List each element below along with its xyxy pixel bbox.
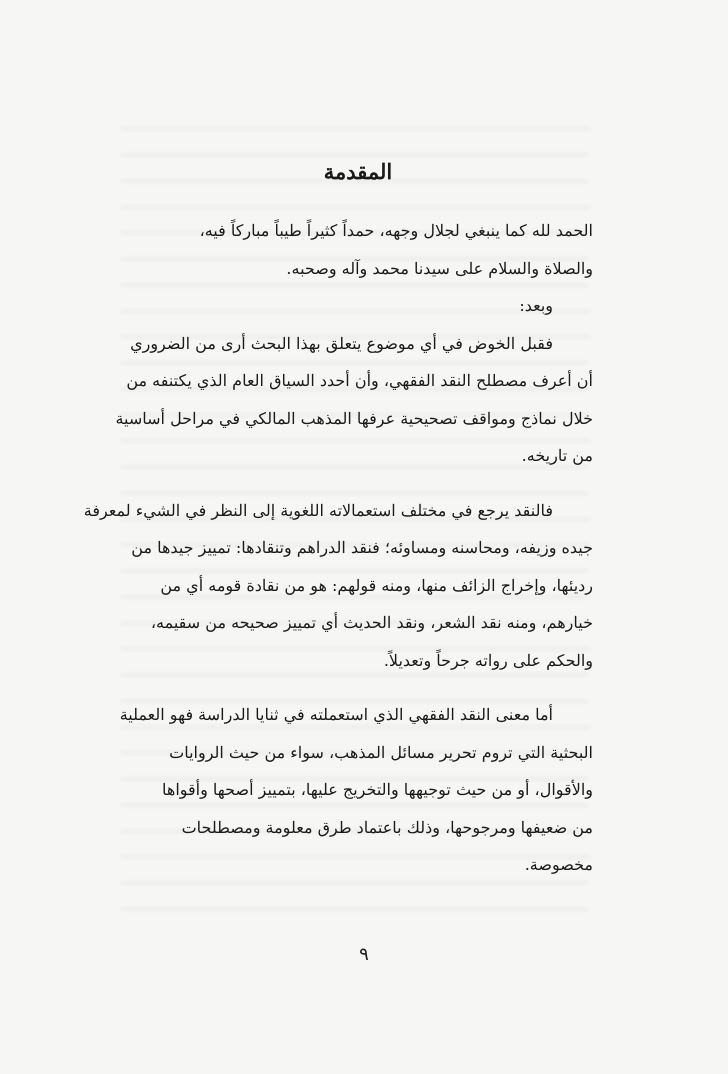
text-line: الحمد لله كما ينبغي لجلال وجهه، حمداً كثيراً طيباً مباركاً فيه، <box>199 221 593 240</box>
text-line: وبعد: <box>519 296 553 315</box>
text-line: والصلاة والسلام على سيدنا محمد وآله وصحبه. <box>286 258 593 278</box>
text-line: فقبل الخوض في أي موضوع يتعلق بهذا البحث أرى من الضروري <box>130 333 553 353</box>
text-line: أما معنى النقد الفقهي الذي استعملته في ثنايا الدراسة فهو العملية <box>119 705 553 724</box>
text-line: من تاريخه. <box>521 446 593 465</box>
page-content <box>83 150 593 884</box>
text-line: والأقوال، أو من حيث توجيهها والتخريج عليها، بتمييز أصحها وأقواها <box>162 780 593 799</box>
intro-paragraph <box>123 212 593 325</box>
text-line: جيده وزيفه، ومحاسنه ومساوئه؛ فنقد الدراهم وتنقادها: تمييز جيدها من <box>131 538 593 557</box>
text-line: البحثية التي تروم تحرير مسائل المذهب، سواء من حيث الروايات <box>169 742 593 762</box>
text-line: خيارهم، ومنه نقد الشعر، ونقد الحديث أي تمييز صحيحه من سقيمه، <box>150 613 593 632</box>
text-line: والحكم على رواته جرحاً وتعديلاً. <box>383 650 593 670</box>
page-title: المقدمة <box>323 159 393 184</box>
text-line: أن أعرف مصطلح النقد الفقهي، وأن أحدد السياق العام الذي يكتنفه من <box>126 371 593 390</box>
text-line: فالنقد يرجع في مختلف استعمالاته اللغوية إلى النظر في الشيء لمعرفة <box>83 500 553 520</box>
paragraph-3 <box>119 696 593 884</box>
paragraph-2 <box>83 492 593 680</box>
text-line: من ضعيفها ومرجوحها، وذلك باعتماد طرق معلومة ومصطلحات <box>181 817 593 837</box>
text-line: خلال نماذج ومواقف تصحيحية عرفها المذهب المالكي في مراحل أساسية <box>115 408 593 428</box>
paragraph-1 <box>115 325 593 475</box>
page-number: ٩ <box>359 944 369 965</box>
text-line: رديئها، وإخراج الزائف منها، ومنه قولهم: هو من نقادة قومه أي من <box>160 575 593 595</box>
text-line: مخصوصة. <box>524 855 593 874</box>
